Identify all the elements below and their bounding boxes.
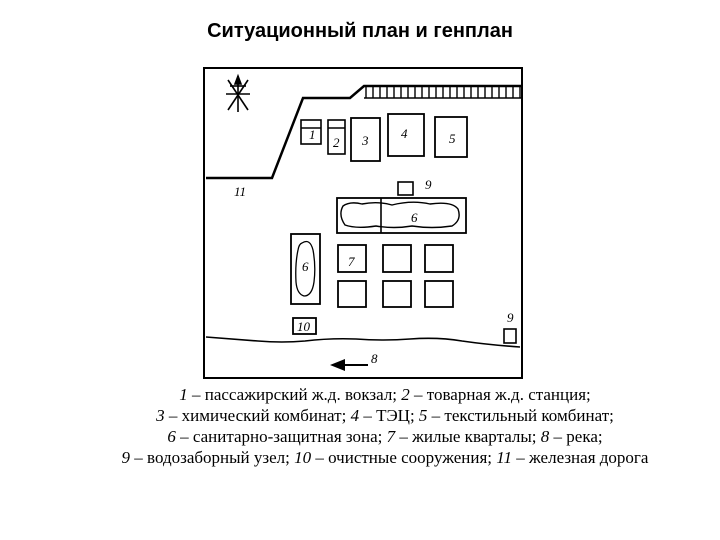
legend-line — [70, 447, 700, 468]
label-6-horizontal: 6 — [411, 210, 418, 225]
label-8: 8 — [371, 351, 378, 366]
legend-text: – ТЭЦ; — [359, 406, 419, 425]
water-intake-9-bottom — [504, 329, 516, 343]
legend-text: – водозаборный узел; — [130, 448, 295, 467]
legend-text: – жилые кварталы; — [395, 427, 541, 446]
legend-number: 10 — [294, 448, 312, 467]
river-bank-8 — [206, 337, 520, 347]
railway-ties — [364, 86, 522, 98]
legend-line — [70, 384, 700, 405]
label-10: 10 — [297, 319, 310, 334]
legend-line — [70, 405, 700, 426]
legend-number: 9 — [121, 448, 131, 467]
residential-blocks-7 — [338, 245, 453, 307]
legend-number: 3 — [156, 406, 165, 425]
label-6-vertical: 6 — [302, 259, 309, 274]
legend-number: 6 — [167, 427, 176, 446]
legend-text: – железная дорога — [512, 448, 649, 467]
legend-number: 4 — [350, 406, 360, 425]
railway-line — [206, 86, 522, 178]
legend-text: – химический комбинат; — [164, 406, 351, 425]
legend-line — [70, 426, 700, 447]
label-11: 11 — [234, 184, 247, 199]
page-title: Ситуационный план и генплан — [207, 20, 513, 42]
label-2: 2 — [333, 135, 340, 150]
protection-zone-greenery — [341, 202, 459, 227]
label-1: 1 — [309, 127, 316, 142]
legend — [70, 384, 700, 468]
legend-text: – товарная ж.д. станция; — [409, 385, 591, 404]
legend-text: – текстильный комбинат; — [427, 406, 614, 425]
legend-text: – пассажирский ж.д. вокзал; — [187, 385, 402, 404]
legend-number: 5 — [418, 406, 428, 425]
label-7: 7 — [348, 254, 355, 269]
label-9-top: 9 — [425, 177, 432, 192]
label-9-bottom: 9 — [507, 310, 514, 325]
legend-text: – очистные сооружения; — [311, 448, 497, 467]
label-4: 4 — [401, 126, 408, 141]
label-3: 3 — [362, 133, 369, 148]
arrow-left-icon — [330, 359, 368, 371]
wind-rose-icon — [226, 76, 250, 112]
legend-number: 11 — [496, 448, 513, 467]
legend-text: – река; — [549, 427, 603, 446]
legend-number: 2 — [401, 385, 410, 404]
legend-number: 8 — [540, 427, 550, 446]
label-5: 5 — [449, 131, 456, 146]
water-intake-9-top — [398, 182, 413, 195]
legend-number: 7 — [386, 427, 396, 446]
legend-text: – санитарно-защитная зона; — [175, 427, 387, 446]
legend-number: 1 — [179, 385, 188, 404]
plan-frame — [204, 68, 522, 378]
